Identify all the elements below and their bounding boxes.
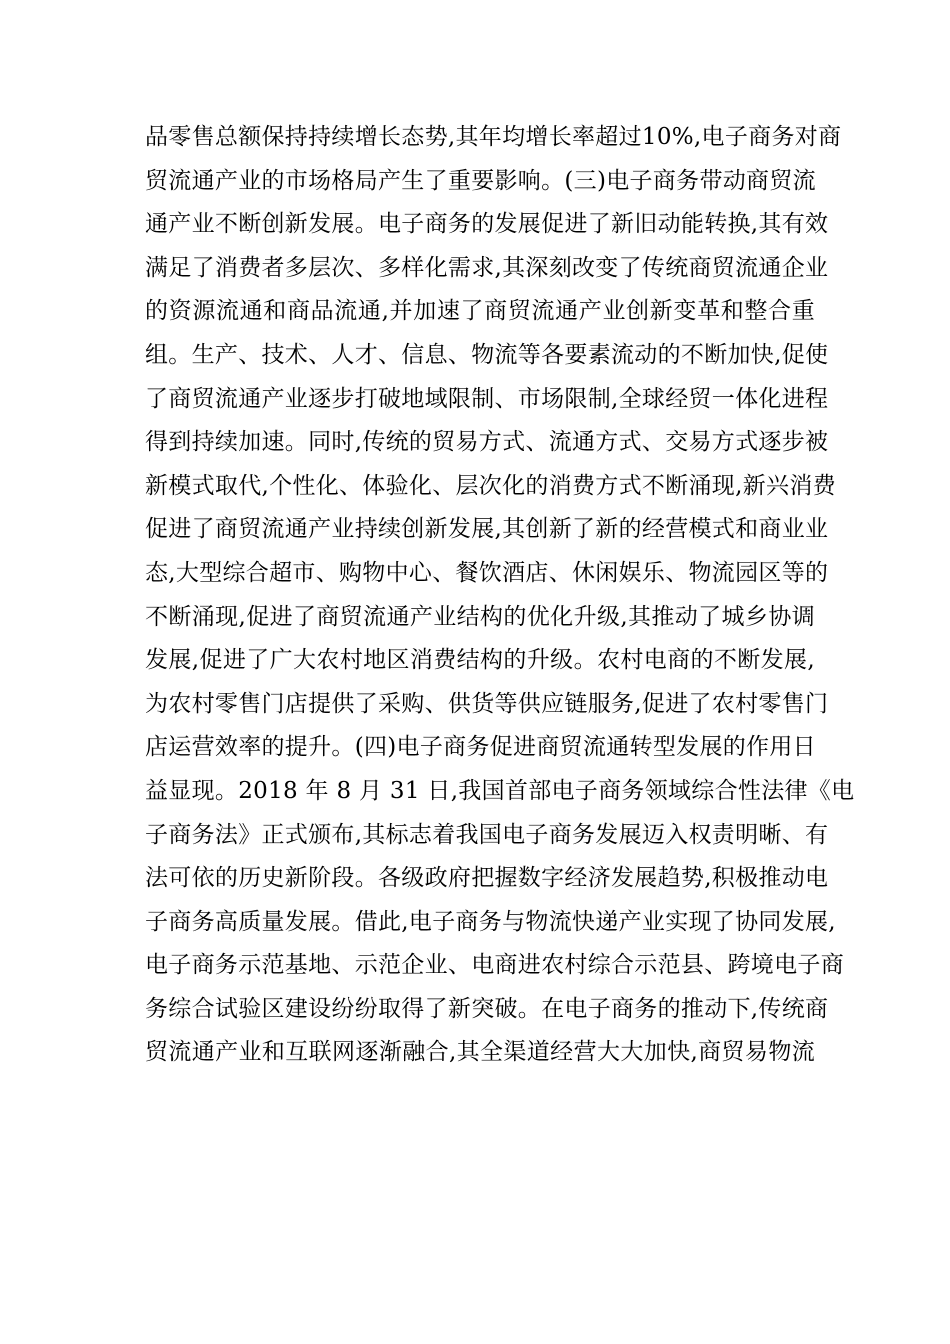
text-line: 益显现。2018 年 8 月 31 日,我国首部电子商务领域综合性法律《电 [145, 777, 855, 804]
text-line: 促进了商贸流通产业持续创新发展,其创新了新的经营模式和商业业 [145, 516, 829, 543]
text-line: 贸流通产业和互联网逐渐融合,其全渠道经营大大加快,商贸易物流 [145, 1039, 815, 1066]
text-line: 了商贸流通产业逐步打破地域限制、市场限制,全球经贸一体化进程 [145, 385, 829, 412]
text-line: 子商务高质量发展。借此,电子商务与物流快递产业实现了协同发展, [145, 908, 836, 935]
text-line: 新模式取代,个性化、体验化、层次化的消费方式不断涌现,新兴消费 [145, 472, 836, 499]
text-line: 法可依的历史新阶段。各级政府把握数字经济发展趋势,积极推动电 [145, 865, 829, 892]
text-line: 发展,促进了广大农村地区消费结构的升级。农村电商的不断发展, [145, 647, 815, 674]
text-line: 通产业不断创新发展。电子商务的发展促进了新旧动能转换,其有效 [145, 211, 829, 238]
body-paragraph [145, 116, 855, 1075]
text-line: 态,大型综合超市、购物中心、餐饮酒店、休闲娱乐、物流园区等的 [145, 559, 829, 586]
text-line: 满足了消费者多层次、多样化需求,其深刻改变了传统商贸流通企业 [145, 254, 829, 281]
text-line: 务综合试验区建设纷纷取得了新突破。在电子商务的推动下,传统商 [145, 995, 829, 1022]
text-line: 不断涌现,促进了商贸流通产业结构的优化升级,其推动了城乡协调 [145, 603, 815, 630]
text-line: 组。生产、技术、人才、信息、物流等各要素流动的不断加快,促使 [145, 341, 829, 368]
text-line: 贸流通产业的市场格局产生了重要影响。(三)电子商务带动商贸流 [145, 167, 816, 194]
text-line: 的资源流通和商品流通,并加速了商贸流通产业创新变革和整合重 [145, 298, 815, 325]
text-line: 品零售总额保持持续增长态势,其年均增长率超过10%,电子商务对商 [145, 124, 842, 150]
text-line: 为农村零售门店提供了采购、供货等供应链服务,促进了农村零售门 [145, 690, 829, 717]
text-line: 店运营效率的提升。(四)电子商务促进商贸流通转型发展的作用日 [145, 734, 816, 761]
text-line: 电子商务示范基地、示范企业、电商进农村综合示范县、跨境电子商 [145, 952, 844, 979]
text-line: 子商务法》正式颁布,其标志着我国电子商务发展迈入权责明晰、有 [145, 821, 829, 848]
text-line: 得到持续加速。同时,传统的贸易方式、流通方式、交易方式逐步被 [145, 429, 829, 456]
